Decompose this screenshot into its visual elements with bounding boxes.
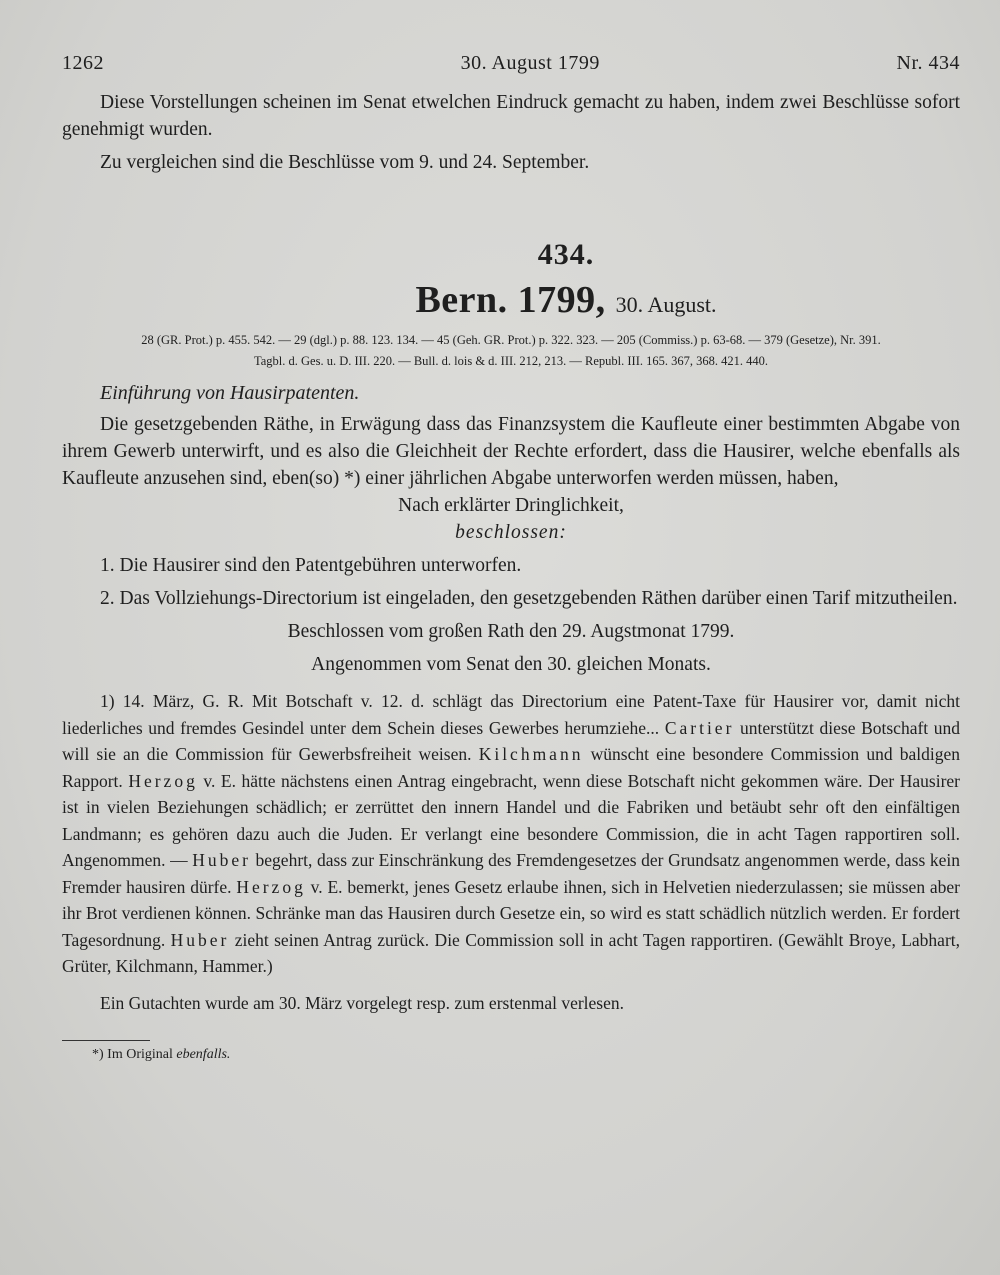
- resolved-line: beschlossen:: [455, 522, 567, 543]
- intro-paragraph-2: Zu vergleichen sind die Beschlüsse vom 9. und 24. September.: [100, 152, 590, 173]
- note-text: unterstützt diese Botschaft und will sie an die Commission für Gewerbsfreiheit weisen.: [62, 717, 961, 764]
- followup-note: Ein Gutachten wurde am 30. März vorgelegt resp. zum erstenmal verlesen.: [100, 992, 625, 1013]
- resolution-item-2: 2. Das Vollziehungs-Directorium ist eingeladen, den gesetzgebenden Räthen darüber einen Tarif mitzutheilen.: [100, 588, 958, 609]
- note-text: begehrt, dass zur Einschränkung des Fremdengesetzes der Grundsatz angenommen werde, dass kein Fremder hausiren dürfe.: [62, 850, 961, 897]
- footnote-marker: *) Im Original: [92, 1047, 173, 1062]
- document-subject: Einführung von Hausirpatenten.: [100, 382, 360, 404]
- speaker-name: Herzog: [128, 770, 198, 791]
- document-place-year: Bern. 1799,: [415, 279, 606, 321]
- closing-senate: Angenommen vom Senat den 30. gleichen Monats.: [311, 654, 711, 675]
- references-line-1: 28 (GR. Prot.) p. 455. 542. — 29 (dgl.) p. 88. 123. 134. — 45 (Geh. GR. Prot.) p. 322. 323. — 205 (Commiss.) p. 63-68. — 379 (Gesetze), Nr. 391.: [141, 333, 881, 347]
- running-header: [62, 52, 960, 75]
- closing-great-council: Beschlossen vom großen Rath den 29. Augstmonat 1799.: [287, 621, 735, 642]
- note-text: wünscht eine besondere Commission und baldigen Rapport.: [62, 744, 961, 791]
- page-number: 1262: [62, 52, 104, 74]
- urgency-line: Nach erklärter Dringlichkeit,: [398, 495, 624, 516]
- speaker-name: Cartier: [664, 717, 735, 738]
- speaker-name: Huber: [170, 929, 230, 950]
- note-text: v. E. bemerkt, jenes Gesetz erlaube ihnen, sich in Helvetien niederzulassen; sie müssen aber ihr Brot verdienen können. Schränke man das Hausiren durch Gesetze ein, so wird es statt schädlich nützlich werden. Er fordert Tagesordnung.: [62, 876, 960, 950]
- speaker-name: Kilchmann: [478, 744, 584, 764]
- intro-paragraph-1: Diese Vorstellungen scheinen im Senat etwelchen Eindruck gemacht zu haben, indem zwei Beschlüsse sofort genehmigt wurden.: [62, 92, 960, 140]
- footnote: [92, 1047, 960, 1063]
- speaker-name: Herzog: [236, 876, 306, 897]
- editorial-note: [62, 688, 960, 980]
- note-text: v. E. hätte nächstens einen Antrag eingebracht, wenn diese Botschaft nicht gekommen wäre. Der Hausirer ist in vielen Beziehungen schädlich; er zerrüttet den innern Handel und die Fabriken und betäubt sehr oft den einfältigen Landmann; es gehören dazu auch die Juden. Er verlangt eine besondere Commission, die in acht Tagen rapportiren soll. Angenommen. —: [62, 770, 961, 870]
- document-date: 30. August.: [615, 292, 717, 317]
- source-references: [62, 330, 960, 372]
- header-date: 30. August 1799: [460, 52, 600, 74]
- speaker-name: Huber: [192, 850, 251, 870]
- document-heading: [172, 278, 960, 322]
- note-text: zieht seinen Antrag zurück. Die Commission soll in acht Tagen rapportiren. (Gewählt Broye, Labhart, Grüter, Kilchmann, Hammer.): [62, 929, 961, 976]
- references-line-2: Tagbl. d. Ges. u. D. III. 220. — Bull. d. lois & d. III. 212, 213. — Republ. III. 165. 367, 368. 421. 440.: [253, 354, 768, 368]
- document-number-header: Nr. 434: [896, 52, 960, 74]
- footnote-divider: [62, 1040, 150, 1041]
- document-number: 434.: [537, 238, 595, 271]
- footnote-word: ebenfalls.: [176, 1047, 231, 1062]
- preamble-paragraph: Die gesetzgebenden Räthe, in Erwägung dass das Finanzsystem die Kaufleute einer bestimmten Abgabe von ihrem Gewerb unterwirft, und es also die Gleichheit der Rechte erfordert, dass die Hausirer, welche ebenfalls als Kaufleute anzusehen sind, eben(so) *) einer jährlichen Abgabe unterworfen werden müssen, haben,: [62, 414, 960, 489]
- note-text: 1) 14. März, G. R. Mit Botschaft v. 12. d. schlägt das Directorium eine Patent-Taxe für Hausirer vor, damit nicht liederliches und fremdes Gesindel unter dem Schein dieses Gewerbes herumziehe...: [62, 691, 960, 738]
- resolution-item-1: 1. Die Hausirer sind den Patentgebühren unterworfen.: [100, 555, 522, 576]
